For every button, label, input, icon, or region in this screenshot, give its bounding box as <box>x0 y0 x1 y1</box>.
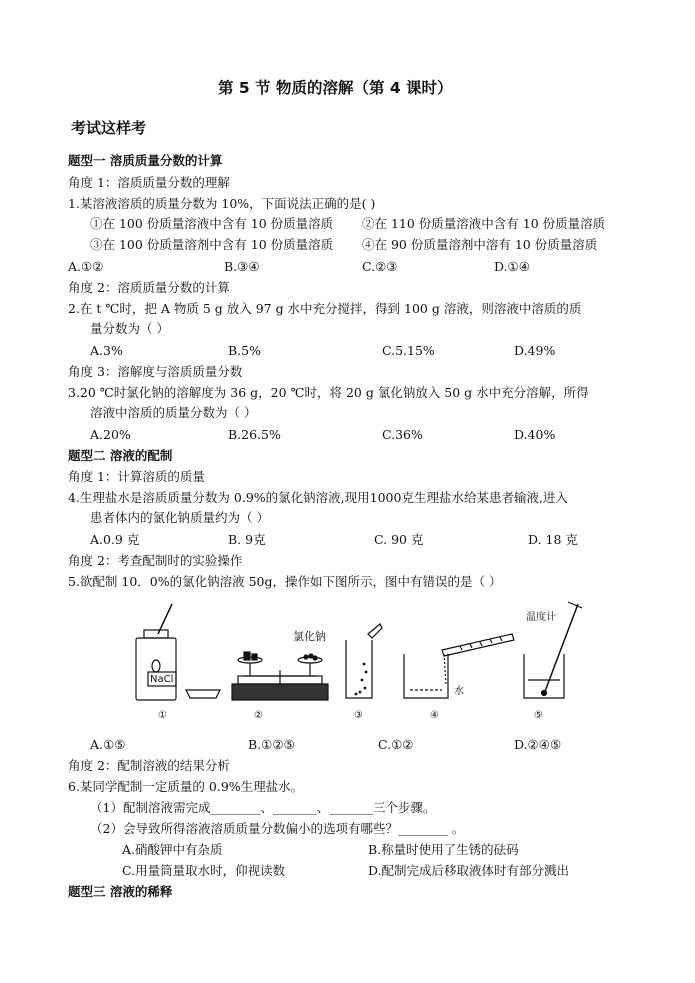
q1-statement-3: ③在 100 份质量溶剂中含有 10 份质量溶质 <box>90 237 334 252</box>
figure-number-3: ③ <box>354 710 363 721</box>
q1-stem: 1.某溶液溶质的质量分数为 10%，下面说法正确的是( ) <box>68 196 376 211</box>
q2-line2: 量分数为（ ） <box>90 321 169 336</box>
type2-angle1: 角度 1：计算溶质的质量 <box>68 469 205 484</box>
q4-option-d: D. 18 克 <box>528 532 578 547</box>
type3-heading: 题型三 溶液的稀释 <box>68 884 173 899</box>
type2-angle2: 角度 2：考查配制时的实验操作 <box>68 553 243 568</box>
q6-part2: （2）会导致所得溶液溶质质量分数偏小的选项有哪些？________ 。 <box>90 821 465 836</box>
q3-option-d: D.40% <box>514 427 556 442</box>
measuring-cylinder <box>442 634 514 656</box>
q1-option-b: B.③④ <box>224 259 260 274</box>
q2-option-d: D.49% <box>514 343 556 358</box>
figure-number-1: ① <box>158 710 167 721</box>
q2-option-b: B.5% <box>228 343 261 358</box>
water-label: 水 <box>454 686 464 697</box>
q2-option-c: C.5.15% <box>382 343 435 358</box>
balance-base <box>232 684 328 700</box>
figure-number-5: ⑤ <box>534 710 543 721</box>
type1-heading: 题型一 溶质质量分数的计算 <box>68 153 223 168</box>
type1-angle3: 角度 3：溶解度与溶质质量分数 <box>68 364 243 379</box>
q3-line1: 3.20 ℃时氯化钠的溶解度为 36 g，20 ℃时，将 20 g 氯化钠放入 50 g 水中充分溶解，所得 <box>68 385 589 400</box>
q3-option-c: C.36% <box>382 427 423 442</box>
balance-figure <box>232 652 328 700</box>
q5-option-c: C.①② <box>378 737 414 752</box>
q5-stem: 5.欲配制 10．0%的氯化钠溶液 50g，操作如下图所示，图中有错误的是（ ） <box>68 574 502 589</box>
q1-option-d: D.①④ <box>494 259 530 274</box>
beaker-4 <box>404 654 448 698</box>
spatula-scoop <box>152 660 160 672</box>
q1-statement-1: ①在 100 份质量溶液中含有 10 份质量溶质 <box>90 216 334 231</box>
q1-option-c: C.②③ <box>362 259 398 274</box>
type2-heading: 题型二 溶液的配制 <box>68 448 173 463</box>
q4-option-c: C. 90 克 <box>374 532 424 547</box>
q2-option-a: A.3% <box>90 343 123 358</box>
q4-line1: 4.生理盐水是溶质质量分数为 0.9%的氯化钠溶液,现用1000克生理盐水给某患者输液,进入 <box>68 490 568 505</box>
q6-option-c: C.用量筒量取水时，仰视读数 <box>122 863 286 878</box>
q5-option-a: A.①⑤ <box>90 737 126 752</box>
weighing-dish <box>186 690 220 698</box>
q5-figure <box>120 594 600 728</box>
q1-option-a: A.①② <box>68 259 104 274</box>
type1-angle2: 角度 2：溶质质量分数的计算 <box>68 280 230 295</box>
q5-option-b: B.①②⑤ <box>248 737 295 752</box>
type2-angle3: 角度 2：配制溶液的结果分析 <box>68 758 230 773</box>
page-title: 第 5 节 物质的溶解（第 4 课时） <box>218 79 453 97</box>
figure-number-2: ② <box>254 710 263 721</box>
q6-option-d: D.配制完成后移取液体时有部分溅出 <box>368 863 570 878</box>
q4-option-b: B. 9克 <box>228 532 266 547</box>
q6-option-a: A.硝酸钾中有杂质 <box>122 842 223 857</box>
figure-number-4: ④ <box>430 710 439 721</box>
q4-option-a: A.0.9 克 <box>90 532 140 547</box>
reagent-bottle-figure <box>136 604 220 700</box>
weight <box>244 652 250 660</box>
q5-option-d: D.②④⑤ <box>514 737 562 752</box>
beaker-powder-figure <box>346 624 382 698</box>
q6-stem: 6.某同学配制一定质量的 0.9%生理盐水。 <box>68 779 304 794</box>
q1-statement-2: ②在 110 份质量溶液中含有 10 份质量溶质 <box>362 216 606 231</box>
thermometer-label: 温度计 <box>526 612 556 623</box>
q3-option-a: A.20% <box>90 427 131 442</box>
reagent-bottle <box>136 638 176 700</box>
q2-line1: 2.在 t ℃时，把 A 物质 5 g 放入 97 g 水中充分搅拌，得到 100 g 溶液，则溶液中溶质的质 <box>68 301 582 316</box>
q6-option-b: B.称量时使用了生锈的砝码 <box>368 842 519 857</box>
type1-angle1: 角度 1：溶质质量分数的理解 <box>68 175 230 190</box>
bottle-neck <box>144 630 168 638</box>
q4-line2: 患者体内的氯化钠质量约为（ ） <box>90 510 269 525</box>
salt-label: 氯化钠 <box>293 630 326 643</box>
weighing-paper <box>368 624 382 638</box>
beaker-3 <box>346 640 372 698</box>
section-heading: 考试这样考 <box>71 119 147 137</box>
q3-option-b: B.26.5% <box>228 427 281 442</box>
nacl-label: NaCl <box>150 674 174 685</box>
q1-statement-4: ④在 90 份质量溶剂中溶有 10 份质量溶质 <box>362 237 598 252</box>
q3-line2: 溶液中溶质的质量分数为（ ） <box>90 405 257 420</box>
q6-part1: （1）配制溶液需完成________、_______、_______三个步骤。 <box>90 800 436 815</box>
